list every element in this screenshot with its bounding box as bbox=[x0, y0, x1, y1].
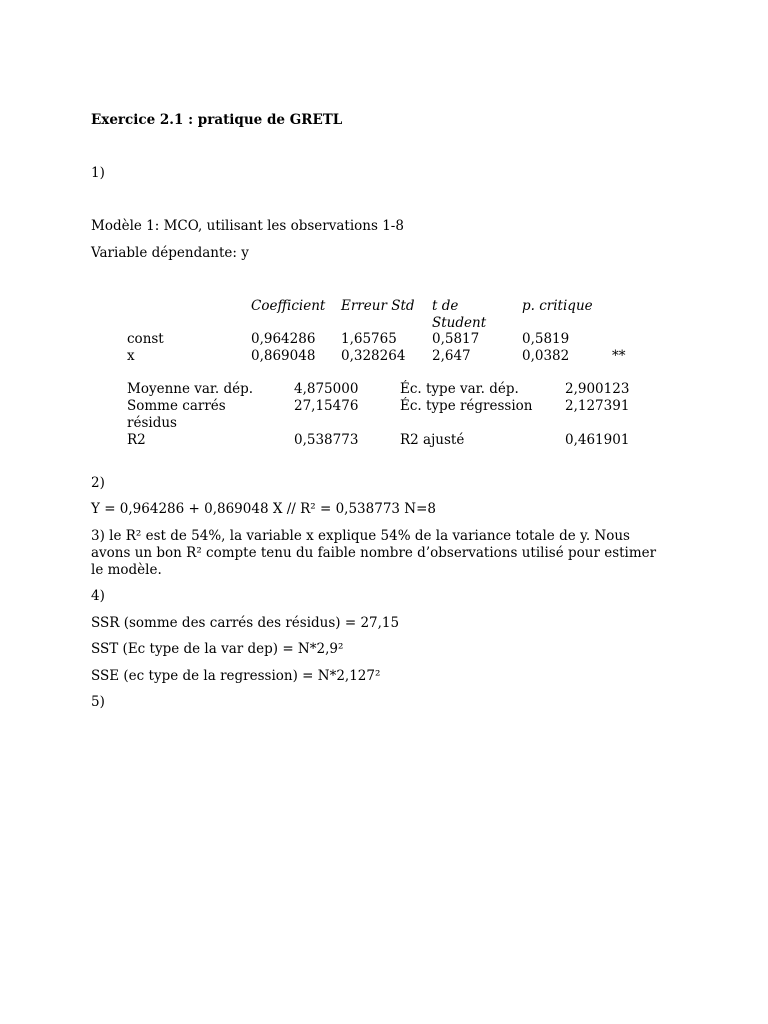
question-3-answer: 3) le R² est de 54%, la variable x explique 54% de la variance totale de y. Nous avons un bon R² compte tenu du faible nombre d’observations utilisé pour estimer le modèle. bbox=[91, 528, 657, 578]
row-p-value: 0,0382 bbox=[522, 348, 570, 364]
stat-label: R2 bbox=[127, 432, 146, 448]
stat-value: 4,875000 bbox=[294, 381, 359, 397]
row-t-stat: 2,647 bbox=[432, 348, 471, 364]
question-4-label: 4) bbox=[91, 588, 105, 604]
row-coefficient: 0,964286 bbox=[251, 331, 316, 347]
row-name: const bbox=[127, 331, 164, 347]
question-2-label: 2) bbox=[91, 475, 105, 491]
row-coefficient: 0,869048 bbox=[251, 348, 316, 364]
stat-value: 0,461901 bbox=[565, 432, 630, 448]
stat-label: R2 ajusté bbox=[400, 432, 465, 448]
stat-label: Moyenne var. dép. bbox=[127, 381, 254, 397]
row-p-value: 0,5819 bbox=[522, 331, 570, 347]
question-1-label: 1) bbox=[91, 165, 105, 181]
row-name: x bbox=[127, 348, 135, 364]
sse-line: SSE (ec type de la regression) = N*2,127² bbox=[91, 668, 381, 684]
stat-value: 0,538773 bbox=[294, 432, 359, 448]
model-description: Modèle 1: MCO, utilisant les observations 1-8 bbox=[91, 218, 404, 234]
row-std-error: 0,328264 bbox=[341, 348, 406, 364]
ssr-line: SSR (somme des carrés des résidus) = 27,15 bbox=[91, 615, 400, 631]
stat-label: Éc. type var. dép. bbox=[400, 381, 519, 397]
dependent-variable: Variable dépendante: y bbox=[91, 245, 249, 261]
regression-equation: Y = 0,964286 + 0,869048 X // R² = 0,538773 N=8 bbox=[91, 501, 437, 517]
header-t-student: t de Student bbox=[432, 298, 487, 331]
stat-label: Éc. type régression bbox=[400, 398, 533, 414]
header-coefficient: Coefficient bbox=[251, 298, 326, 314]
document-title: Exercice 2.1 : pratique de GRETL bbox=[91, 112, 343, 128]
row-std-error: 1,65765 bbox=[341, 331, 397, 347]
stat-label: Somme carrés résidus bbox=[127, 398, 226, 431]
stat-value: 27,15476 bbox=[294, 398, 359, 414]
row-significance: ** bbox=[612, 348, 626, 364]
header-p-value: p. critique bbox=[522, 298, 593, 314]
header-std-error: Erreur Std bbox=[341, 298, 415, 314]
question-5-label: 5) bbox=[91, 694, 105, 710]
sst-line: SST (Ec type de la var dep) = N*2,9² bbox=[91, 641, 344, 657]
row-t-stat: 0,5817 bbox=[432, 331, 480, 347]
stat-value: 2,127391 bbox=[565, 398, 630, 414]
stat-value: 2,900123 bbox=[565, 381, 630, 397]
